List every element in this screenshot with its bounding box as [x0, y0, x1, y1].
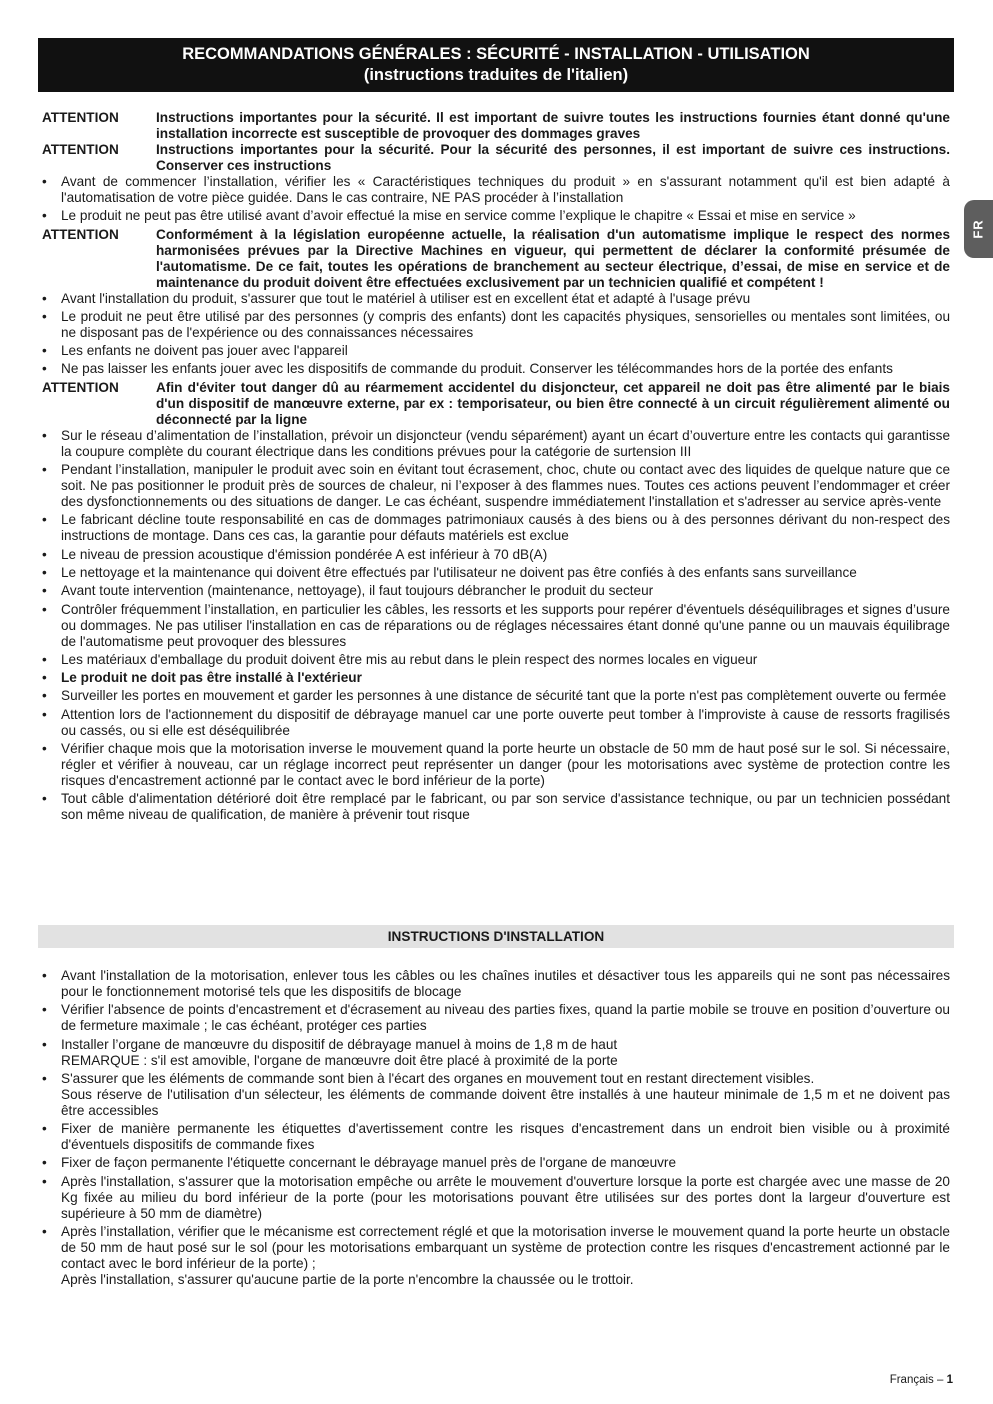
list-item-text: Attention lors de l'actionnement du dispositif de débrayage manuel car une porte ouverte peut tomber à l'improviste à cause de ressorts fragilisés ou cassés, ou si elle est déséquilibrée	[61, 706, 950, 738]
list-item	[42, 462, 950, 510]
list-item-text: Surveiller les portes en mouvement et garder les personnes à une distance de sécurité tant que la porte n'est pas complètement ouverte ou fermée	[61, 688, 947, 704]
bullet-icon: •	[42, 427, 47, 443]
list-item-text	[61, 1037, 950, 1069]
bullet-icon: •	[42, 791, 47, 807]
list-item	[42, 583, 950, 599]
attention-notice	[42, 227, 950, 291]
list-item-text	[61, 1071, 950, 1119]
bullet-icon: •	[42, 688, 47, 704]
installation-instructions	[42, 968, 950, 1290]
header-subtitle: (instructions traduites de l'italien)	[363, 66, 629, 84]
list-item	[42, 968, 950, 1000]
list-item	[42, 512, 950, 544]
list-item-text: Les matériaux d'emballage du produit doivent être mis au rebut dans le plein respect des normes locales en vigueur	[61, 651, 758, 667]
list-item	[42, 343, 950, 359]
list-item-text	[61, 1224, 950, 1288]
list-item	[42, 309, 950, 341]
bullet-icon: •	[42, 208, 47, 224]
list-item	[42, 707, 950, 739]
list-item	[42, 428, 950, 460]
bullet-icon: •	[42, 1121, 47, 1137]
bullet-icon: •	[42, 361, 47, 377]
list-item-text: Le niveau de pression acoustique d'émission pondérée A est inférieur à 70 dB(A)	[61, 546, 548, 562]
list-item	[42, 602, 950, 650]
list-item	[42, 291, 950, 307]
bullet-icon: •	[42, 1224, 47, 1240]
list-item	[42, 565, 950, 581]
list-item-text: Contrôler fréquemment l’installation, en particulier les câbles, les ressorts et les supports pour repérer d'éventuels déséquilibrages et signes d’usure ou dommages. Ne pas utiliser l'installation en cas de réparations ou de réglages nécessaires étant donné qu'une panne ou un mauvais équilibrage de l'automatisme peut provoquer des blessures	[61, 601, 950, 649]
bullet-icon: •	[42, 1002, 47, 1018]
installation-heading: INSTRUCTIONS D'INSTALLATION	[38, 925, 954, 948]
list-item-text: Pendant l’installation, manipuler le produit avec soin en évitant tout écrasement, choc, chute ou contact avec des liquides de quelque nature que ce soit. Ne pas positionner le produit près de sources de chaleur, ni l’exposer à des flammes nues. Toutes ces actions peuvent l’endommager et créer des dysfonctionnements ou des situations de danger. Le cas échéant, suspendre immédiatement l'installation et s'adresser au service après-vente	[61, 462, 950, 510]
list-item-text: Vérifier chaque mois que la motorisation inverse le mouvement quand la porte heurte un obstacle de 50 mm de haut posé sur le sol. Si nécessaire, régler et vérifier à nouveau, car un réglage incorrect peut représenter un danger (pour les motorisations avec système de protection contre les risques d'encastrement actionné par le contact avec le bord inférieur de la porte)	[61, 741, 950, 789]
bullet-icon: •	[42, 706, 47, 722]
attention-label: ATTENTION	[42, 226, 119, 242]
attention-label: ATTENTION	[42, 142, 119, 157]
list-item-line: S'assurer que les éléments de commande sont bien à l'écart des organes en mouvement tout en restant directement visibles.	[61, 1070, 815, 1086]
bullet-icon: •	[42, 601, 47, 617]
list-item	[42, 208, 950, 224]
list-item-line: Avant l'installation de la motorisation, enlever tous les câbles ou les chaînes inutiles et désactiver tous les appareils qui ne sont pas nécessaires pour le fonctionnement motorisé tels que les dispositifs de blocage	[61, 968, 950, 999]
list-item	[42, 688, 950, 704]
list-item-text: Tout câble d'alimentation détérioré doit être remplacé par le fabricant, ou par son service d'assistance technique, ou par un technicien possédant son même niveau de qualification, de manière à prévenir tout risque	[61, 791, 950, 823]
list-item-line: Installer l’organe de manœuvre du dispositif de débrayage manuel à moins de 1,8 m de haut	[61, 1036, 618, 1052]
attention-label: ATTENTION	[42, 110, 119, 125]
list-item-text: Avant l'installation du produit, s'assurer que tout le matériel à utiliser est en excellent état et adapté à l'usage prévu	[61, 290, 751, 306]
attention-notice	[42, 142, 950, 174]
bullet-icon: •	[42, 512, 47, 528]
bullet-icon: •	[42, 546, 47, 562]
attention-label: ATTENTION	[42, 379, 119, 395]
bullet-icon: •	[42, 670, 47, 686]
attention-text: Afin d'éviter tout danger dû au réarmement accidentel du disjoncteur, cet appareil ne doit pas être alimenté par le biais d'un dispositif de manœuvre externe, par ex : temporisateur, ou bien être connecté à un circuit régulièrement alimenté ou déconnecté par la ligne	[156, 379, 950, 427]
list-item-text: Le fabricant décline toute responsabilité en cas de dommages patrimoniaux causés à des biens ou à des personnes dérivant du non-respect des instructions de montage. Dans ces cas, la garantie pour défauts matériels est exclue	[61, 512, 950, 544]
list-item-text	[61, 1174, 950, 1222]
list-item	[42, 361, 950, 377]
list-item	[42, 174, 950, 206]
list-item-text: Le nettoyage et la maintenance qui doivent être effectués par l'utilisateur ne doivent pas être confiés à des enfants sans surveillance	[61, 564, 857, 580]
list-item-text: Sur le réseau d’alimentation de l’installation, prévoir un disjoncteur (vendu séparément) ayant un écart d’ouverture entre les contacts qui garantisse la coupure complète du courant électrique dans les conditions prévues pour la catégorie de surtension III	[61, 427, 950, 459]
bullet-icon: •	[42, 968, 47, 983]
list-item-line: Sous réserve de l'utilisation d'un sélecteur, les éléments de commande doivent être installés à une hauteur minimale de 1,5 m et ne doivent pas être accessibles	[61, 1086, 950, 1118]
list-item	[42, 1002, 950, 1034]
page-header	[38, 38, 954, 92]
bullet-icon: •	[42, 1155, 47, 1171]
list-item	[42, 1224, 950, 1288]
language-tab	[964, 200, 993, 258]
safety-recommendations	[42, 110, 950, 826]
bullet-icon: •	[42, 343, 47, 359]
list-item-text	[61, 1121, 950, 1153]
bullet-icon: •	[42, 174, 47, 189]
list-item	[42, 1155, 950, 1171]
bullet-icon: •	[42, 290, 47, 306]
list-item-line: Vérifier l'absence de points d'encastrement et d'écrasement au niveau des parties fixes, quand la partie mobile se trouve en position d’ouverture ou de fermeture maximale ; le cas échéant, protéger ces parties	[61, 1002, 950, 1034]
list-item-text: Avant de commencer l’installation, vérifier les « Caractéristiques techniques du produit » en s'assurant notamment qu'il est bien adapté à l'automatisation de votre pièce guidée. Dans le cas contraire, NE PAS procéder à l’installation	[61, 174, 950, 205]
list-item-text: Le produit ne doit pas être installé à l'extérieur	[61, 670, 362, 686]
list-item	[42, 1121, 950, 1153]
page-number: 1	[946, 1374, 953, 1386]
list-item-text	[61, 1002, 950, 1034]
bullet-icon: •	[42, 564, 47, 580]
attention-notice	[42, 110, 950, 142]
bullet-icon: •	[42, 651, 47, 667]
footer-language: Français –	[889, 1374, 944, 1386]
list-item-text: Ne pas laisser les enfants jouer avec les dispositifs de commande du produit. Conserver les télécommandes hors de la portée des enfants	[61, 361, 893, 377]
list-item	[42, 1174, 950, 1222]
attention-text: Conformément à la législation européenne actuelle, la réalisation d'un automatisme implique le respect des normes harmonisées prévues par la Directive Machines en vigueur, qui permettent de déclarer la conformité présumée de l'automatisme. De ce fait, toutes les opérations de branchement au secteur électrique, d’essai, de mise en service et de maintenance du produit doivent être effectuées exclusivement par un technicien qualifié et compétent !	[156, 226, 950, 290]
list-item	[42, 791, 950, 823]
bullet-icon: •	[42, 1036, 47, 1052]
list-item-text	[61, 968, 950, 1000]
bullet-icon: •	[42, 741, 47, 757]
list-item-line: Fixer de façon permanente l'étiquette concernant le débrayage manuel près de l'organe de manœuvre	[61, 1155, 677, 1171]
list-item	[42, 670, 950, 686]
bullet-icon: •	[42, 308, 47, 324]
list-item	[42, 547, 950, 563]
attention-text: Instructions importantes pour la sécurité. Pour la sécurité des personnes, il est important de suivre ces instructions. Conserver ces instructions	[156, 142, 950, 173]
list-item-line: Après l'installation, s'assurer que la motorisation empêche ou arrête le mouvement d'ouverture lorsque la porte est chargée avec une masse de 20 Kg fixée au milieu du bord inférieur de la porte (pour les motorisations pouvant être utilisées sur des portes dont la largeur d'ouverture est supérieure à 50 mm de diamètre)	[61, 1173, 950, 1221]
page-footer	[890, 1372, 953, 1388]
list-item-text	[61, 1155, 950, 1171]
list-item	[42, 1037, 950, 1069]
list-item-line: Après l’installation, vérifier que le mécanisme est correctement réglé et que la motorisation inverse le mouvement quand la porte heurte un obstacle de 50 mm de haut posé sur le sol (pour les motorisations embarquant un système de protection contre les risques d'encastrement actionné par le contact avec le bord inférieur de la porte) ;	[61, 1224, 950, 1272]
attention-text: Instructions importantes pour la sécurité. Il est important de suivre toutes les instructions fournies étant donné qu'une installation incorrecte est susceptible de provoquer des dommages graves	[156, 110, 950, 141]
list-item	[42, 652, 950, 668]
list-item-text: Le produit ne peut pas être utilisé avant d’avoir effectué la mise en service comme l’explique le chapitre « Essai et mise en service »	[61, 208, 856, 224]
attention-notice	[42, 380, 950, 428]
list-item-text: Le produit ne peut être utilisé par des personnes (y compris des enfants) dont les capacités physiques, sensorielles ou mentales sont limitées, ou ne disposant pas de l'expérience ou des connaissances nécessaires	[61, 308, 950, 340]
language-tab-label: FR	[970, 219, 986, 239]
list-item	[42, 741, 950, 789]
list-item-text: Les enfants ne doivent pas jouer avec l'appareil	[61, 343, 348, 359]
bullet-icon: •	[42, 462, 47, 478]
list-item-text: Avant toute intervention (maintenance, nettoyage), il faut toujours débrancher le produit du secteur	[61, 583, 654, 599]
bullet-icon: •	[42, 583, 47, 599]
bullet-icon: •	[42, 1173, 47, 1189]
header-title: RECOMMANDATIONS GÉNÉRALES : SÉCURITÉ - INSTALLATION - UTILISATION	[182, 45, 810, 63]
list-item-line: Fixer de manière permanente les étiquettes d'avertissement contre les risques d'encastrement dans un endroit bien visible ou à proximité d'éventuels dispositifs de commande fixes	[61, 1121, 950, 1153]
list-item-line: Après l'installation, s'assurer qu'aucune partie de la porte n'encombre la chaussée ou le trottoir.	[61, 1272, 634, 1288]
list-item	[42, 1071, 950, 1119]
list-item-line: REMARQUE : s'il est amovible, l'organe de manœuvre doit être placé à proximité de la porte	[61, 1052, 618, 1068]
bullet-icon: •	[42, 1070, 47, 1086]
